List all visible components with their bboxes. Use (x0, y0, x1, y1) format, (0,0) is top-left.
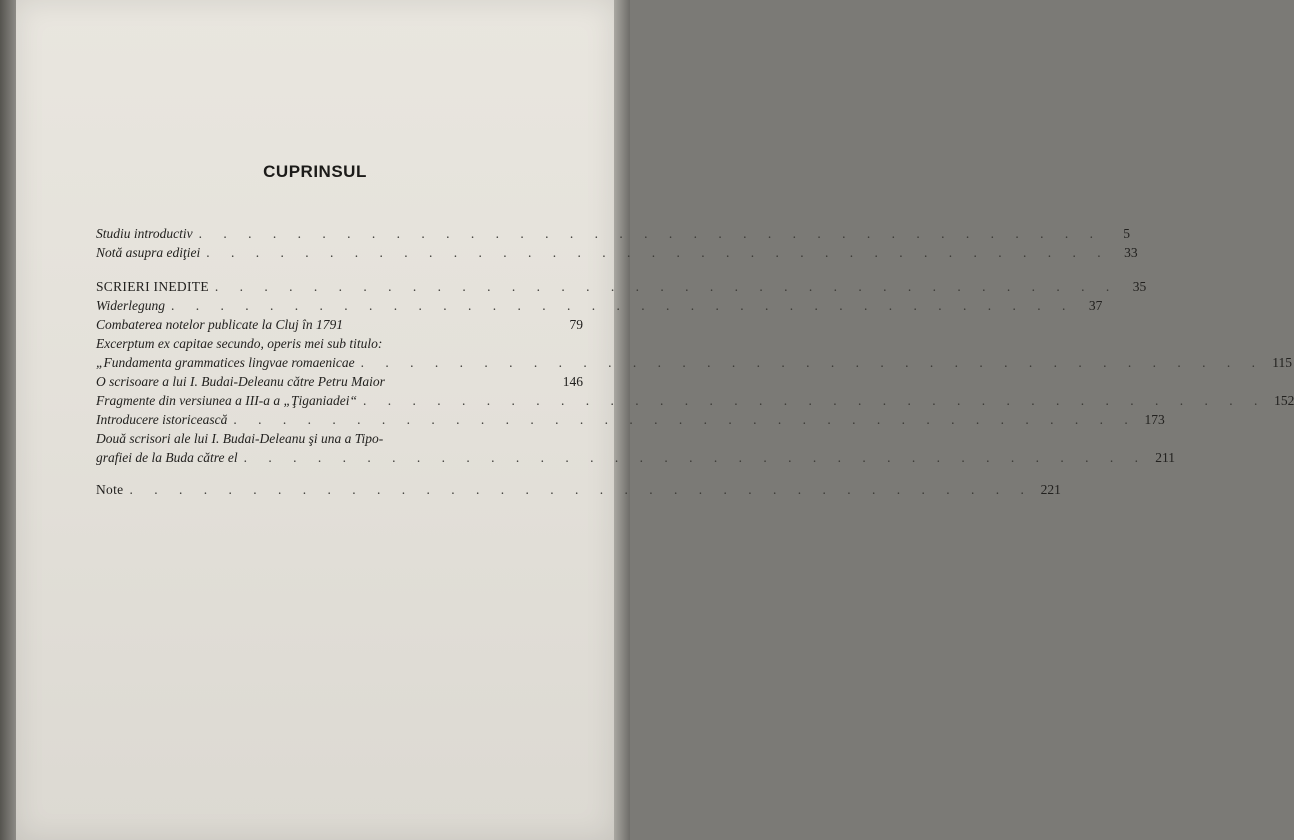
toc-entry-excerptum-line1 (96, 334, 583, 353)
toc-entry-doua-scrisori-line1 (96, 429, 583, 448)
toc-entry-scrieri (96, 277, 1147, 296)
toc-entry-title: grafiei de la Buda către el (96, 450, 238, 465)
toc-entry-title: Notă asupra ediţiei (96, 245, 201, 260)
toc-entry-page: 152 (1274, 393, 1294, 408)
toc-leader-dots: . . . . . . . . . . . . . . . . . . . . . . . . . . . . . . . . . . . . . (233, 412, 1137, 427)
toc-entry-page: 211 (1155, 450, 1175, 465)
toc-entry-scrisoare (96, 372, 583, 391)
toc-entry-widerlegung (96, 296, 1103, 315)
table-of-contents (96, 224, 1294, 499)
toc-entry-excerptum-line2 (96, 353, 1292, 372)
toc-leader-dots: . . . . . . . . . . . . . . . . . . . . . . . . . . . . . . . . . . . . . (129, 482, 1033, 497)
toc-entry-title: Combaterea notelor publicate la Cluj în 1791 (96, 317, 343, 332)
toc-entry-page: 37 (1088, 298, 1103, 313)
toc-entry-title: Două scrisori ale lui I. Budai-Deleanu şi una a Tipo- (96, 431, 384, 446)
toc-entry-nota (96, 243, 1138, 262)
toc-leader-dots: . . . . . . . . . . . . . . . . . . . . . . . . . . . . . . . . . . . . . (214, 279, 1119, 294)
toc-entry-title: Fragmente din versiunea a III-a a „Ţiganiadei“ (96, 393, 357, 408)
toc-leader-dots: . . . . . . . . . . . . . . . . . . . . . . . . . . . . . . . . . . . . . (243, 450, 1147, 465)
toc-entry-page: 146 (562, 374, 583, 389)
toc-entry-combaterea (96, 315, 583, 334)
toc-entry-doua-scrisori-line2 (96, 448, 1175, 467)
toc-entry-page: 173 (1144, 412, 1165, 427)
toc-entry-title: Introducere istoricească (96, 412, 228, 427)
toc-leader-dots: . . . . . . . . . . . . . . . . . . . . . . . . . . . . . . . . . . . . . (206, 245, 1110, 260)
toc-entry-page: 115 (1272, 355, 1292, 370)
toc-entry-page: 79 (569, 317, 583, 332)
toc-entry-introducere (96, 410, 1165, 429)
toc-entry-studiu (96, 224, 1130, 243)
page-title: CUPRINSUL (263, 162, 367, 181)
toc-entry-title: Studiu introductiv (96, 226, 193, 241)
toc-spacer (96, 467, 583, 480)
toc-entry-title: Excerptum ex capitae secundo, operis mei sub titulo: (96, 336, 383, 351)
toc-entry-title: SCRIERI INEDITE (96, 279, 209, 294)
toc-entry-page: 33 (1124, 245, 1138, 260)
book-spine-shadow (0, 0, 16, 840)
toc-leader-dots: . . . . . . . . . . . . . . . . . . . . . . . . . . . . . . . . . . . . . (171, 298, 1075, 313)
toc-leader-dots: . . . . . . . . . . . . . . . . . . . . . . . . . . . . . . . . . . . . . (360, 355, 1264, 370)
toc-entry-page: 5 (1123, 226, 1130, 241)
toc-entry-title: Widerlegung (96, 298, 165, 313)
book-page (16, 0, 1294, 840)
toc-entry-fragmente (96, 391, 1294, 410)
toc-entry-note (96, 480, 1061, 499)
toc-leader-dots: . . . . . . . . . . . . . . . . . . . . . . . . . . . . . . . . . . . . . (198, 226, 1102, 241)
toc-entry-page: 35 (1132, 279, 1147, 294)
toc-entry-page: 221 (1040, 482, 1061, 497)
toc-leader-dots: . . . . . . . . . . . . . . . . . . . . . . . . . . . . . . . . . . . . . (362, 393, 1267, 408)
toc-entry-title: Note (96, 482, 124, 497)
toc-spacer (96, 262, 583, 277)
toc-entry-title: „Fundamenta grammatices lingvae romaenicae (96, 355, 355, 370)
toc-entry-title: O scrisoare a lui I. Budai-Deleanu către Petru Maior (96, 374, 385, 389)
